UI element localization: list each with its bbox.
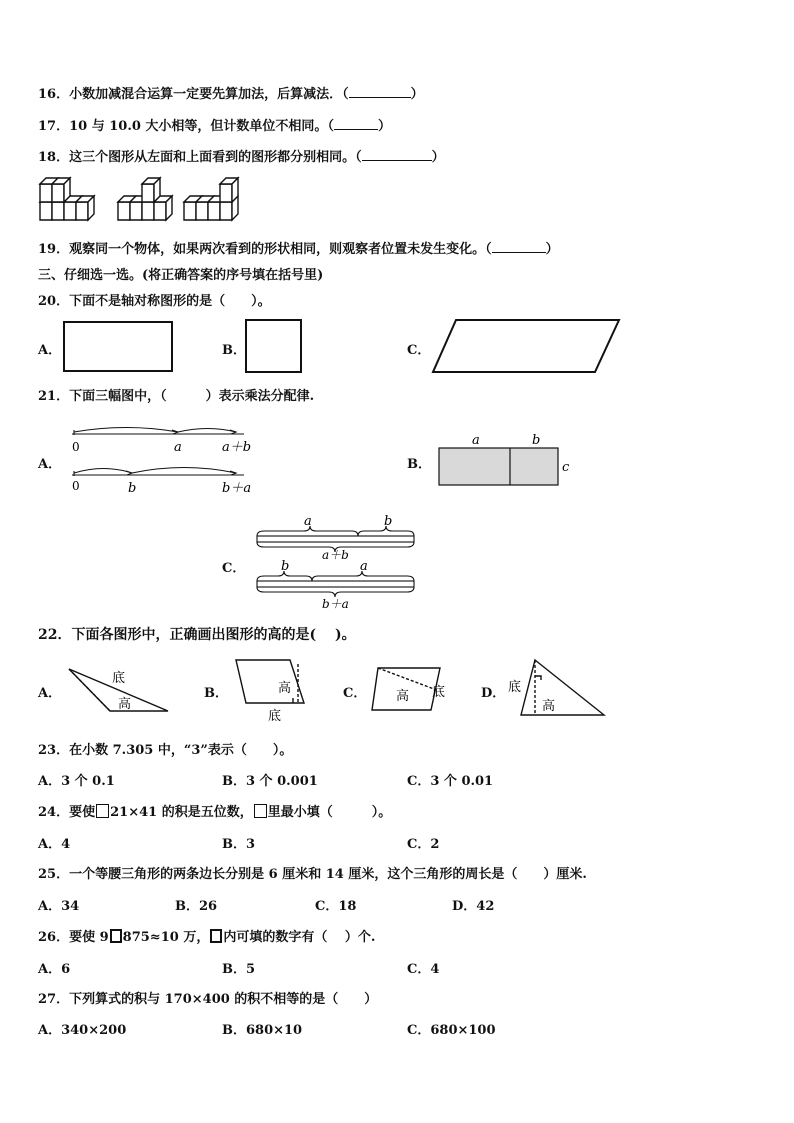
option-c[interactable]: C．4 bbox=[407, 962, 440, 977]
height-label: 高 bbox=[542, 699, 556, 714]
question-text: 下列算式的积与 170×400 的积不相等的是（ ） bbox=[69, 992, 378, 1007]
question-number: 27． bbox=[38, 992, 70, 1007]
answer-blank[interactable] bbox=[492, 240, 546, 253]
question-20 bbox=[38, 290, 271, 309]
paren-open: （ bbox=[485, 242, 492, 257]
option-b-label[interactable]: B． bbox=[222, 343, 246, 358]
option-a[interactable]: A．4 bbox=[38, 837, 71, 852]
base-label: 底 bbox=[432, 685, 446, 700]
option-c-label[interactable]: C． bbox=[222, 561, 246, 576]
question-text-mid: 21×41 的积是五位数， bbox=[110, 805, 253, 820]
b-label: b bbox=[532, 433, 541, 448]
question-text-pre: 要使 9 bbox=[69, 930, 109, 945]
blank-box-icon bbox=[110, 929, 122, 943]
question-number: 18． bbox=[38, 150, 70, 165]
question-text-post: 内可填的数字有（ ）个. bbox=[223, 930, 376, 945]
cube-figures bbox=[36, 176, 252, 224]
paren-close: ） bbox=[545, 242, 559, 257]
question-24 bbox=[38, 801, 391, 820]
question-26 bbox=[38, 926, 375, 945]
question-16 bbox=[38, 83, 424, 102]
area-rectangle-diagram bbox=[436, 430, 576, 490]
question-number: 23． bbox=[38, 743, 70, 758]
paren-close: ） bbox=[410, 87, 424, 102]
question-text: 10 与 10.0 大小相等，但计数单位不相同。 bbox=[69, 119, 328, 134]
b-plus-a-label: b＋a bbox=[322, 597, 349, 611]
option-b-label[interactable]: B． bbox=[407, 457, 431, 472]
option-b[interactable]: B．3 个 0.001 bbox=[222, 774, 318, 789]
a-label: a bbox=[174, 440, 182, 455]
blank-box-icon bbox=[254, 804, 267, 818]
option-a[interactable]: A．340×200 bbox=[38, 1023, 127, 1038]
zero-label: 0 bbox=[72, 440, 80, 454]
blank-box-icon bbox=[96, 804, 109, 818]
q22-shapes bbox=[60, 656, 620, 726]
question-number: 17． bbox=[38, 119, 70, 134]
question-25 bbox=[38, 863, 587, 882]
b-label: b bbox=[384, 514, 393, 529]
option-c-label[interactable]: C． bbox=[407, 343, 431, 358]
segment-bar-diagram bbox=[254, 514, 420, 614]
number-line-diagram bbox=[68, 420, 268, 496]
question-21 bbox=[38, 385, 314, 404]
question-number: 16． bbox=[38, 87, 70, 102]
question-text-post: 里最小填（ ）。 bbox=[267, 805, 392, 820]
cube-figure-3 bbox=[184, 178, 238, 220]
option-c[interactable]: C．18 bbox=[315, 899, 357, 914]
question-27 bbox=[38, 988, 377, 1007]
question-text: 这三个图形从左面和上面看到的图形都分别相同。 bbox=[69, 150, 356, 165]
question-number: 24． bbox=[38, 805, 70, 820]
option-c[interactable]: C．680×100 bbox=[407, 1023, 496, 1038]
question-number: 26． bbox=[38, 930, 70, 945]
question-17 bbox=[38, 115, 391, 134]
option-a[interactable]: A．3 个 0.1 bbox=[38, 774, 115, 789]
question-number: 19． bbox=[38, 242, 70, 257]
question-text: 下面不是轴对称图形的是（ ）。 bbox=[69, 294, 271, 309]
option-c-label[interactable]: C． bbox=[343, 686, 367, 701]
height-label: 高 bbox=[278, 681, 292, 696]
a-label: a bbox=[304, 514, 312, 529]
b-label: b bbox=[128, 481, 137, 496]
b-plus-a-label: b＋a bbox=[222, 481, 252, 496]
height-label: 高 bbox=[396, 689, 410, 704]
cube-figure-1 bbox=[40, 178, 94, 220]
b-label: b bbox=[281, 559, 290, 574]
question-text: 小数加减混合运算一定要先算加法，后算减法． bbox=[69, 87, 343, 102]
question-text: 在小数 7.305 中，“3”表示（ ）。 bbox=[69, 743, 293, 758]
paren-open: （ bbox=[342, 87, 349, 102]
a-label: a bbox=[360, 559, 368, 574]
base-label: 底 bbox=[268, 709, 282, 724]
option-c[interactable]: C．2 bbox=[407, 837, 440, 852]
question-18 bbox=[38, 146, 445, 165]
rectangle-shape bbox=[64, 322, 172, 371]
question-number: 25． bbox=[38, 867, 70, 882]
a-plus-b-label: a＋b bbox=[322, 548, 349, 562]
parallelogram-shape bbox=[433, 320, 619, 372]
option-b-label[interactable]: B． bbox=[204, 686, 228, 701]
paren-close: ） bbox=[377, 119, 391, 134]
option-a-label[interactable]: A． bbox=[38, 686, 62, 701]
square-shape bbox=[246, 320, 301, 372]
triangle-d bbox=[521, 660, 604, 715]
base-label: 底 bbox=[112, 671, 126, 686]
paren-close: ） bbox=[431, 150, 445, 165]
option-d-label[interactable]: D． bbox=[481, 686, 506, 701]
base-label: 底 bbox=[508, 680, 522, 695]
question-text: 下面三幅图中，（ ）表示乘法分配律. bbox=[69, 389, 315, 404]
option-b[interactable]: B．5 bbox=[222, 962, 256, 977]
option-b[interactable]: B．26 bbox=[175, 899, 218, 914]
question-text: 一个等腰三角形的两条边长分别是 6 厘米和 14 厘米，这个三角形的周长是（ ）厘米. bbox=[69, 867, 587, 882]
option-a-label[interactable]: A． bbox=[38, 457, 62, 472]
question-19 bbox=[38, 238, 559, 257]
option-b[interactable]: B．3 bbox=[222, 837, 256, 852]
blank-box-icon bbox=[210, 929, 222, 943]
height-label: 高 bbox=[118, 697, 132, 712]
question-22 bbox=[38, 624, 356, 644]
paren-open: （ bbox=[327, 119, 334, 134]
option-b[interactable]: B．680×10 bbox=[222, 1023, 303, 1038]
answer-blank[interactable] bbox=[362, 148, 432, 161]
a-plus-b-label: a＋b bbox=[222, 440, 252, 455]
question-number: 20． bbox=[38, 294, 70, 309]
question-number: 21． bbox=[38, 389, 70, 404]
zero-label: 0 bbox=[72, 479, 80, 493]
parallelogram-b bbox=[236, 660, 304, 703]
question-23 bbox=[38, 739, 292, 758]
section-title: 三、仔细选一选。(将正确答案的序号填在括号里) bbox=[38, 268, 324, 283]
option-a[interactable]: A．6 bbox=[38, 962, 71, 977]
c-label: c bbox=[562, 460, 570, 475]
answer-blank[interactable] bbox=[349, 85, 411, 98]
cube-figure-2 bbox=[118, 178, 172, 220]
option-a-label[interactable]: A． bbox=[38, 343, 62, 358]
option-a[interactable]: A．34 bbox=[38, 899, 80, 914]
answer-blank[interactable] bbox=[334, 117, 378, 130]
question-text: 观察同一个物体，如果两次看到的形状相同，则观察者位置未发生变化。 bbox=[69, 242, 486, 257]
a-label: a bbox=[472, 433, 480, 448]
question-text: 下面各图形中，正确画出图形的高的是( )。 bbox=[71, 627, 356, 643]
question-text-pre: 要使 bbox=[69, 805, 96, 820]
q20-shapes bbox=[60, 316, 630, 380]
question-text-mid: 875≈10 万， bbox=[122, 930, 210, 945]
option-d[interactable]: D．42 bbox=[452, 899, 495, 914]
option-c[interactable]: C．3 个 0.01 bbox=[407, 774, 494, 789]
paren-open: （ bbox=[355, 150, 362, 165]
question-number: 22． bbox=[38, 627, 72, 643]
